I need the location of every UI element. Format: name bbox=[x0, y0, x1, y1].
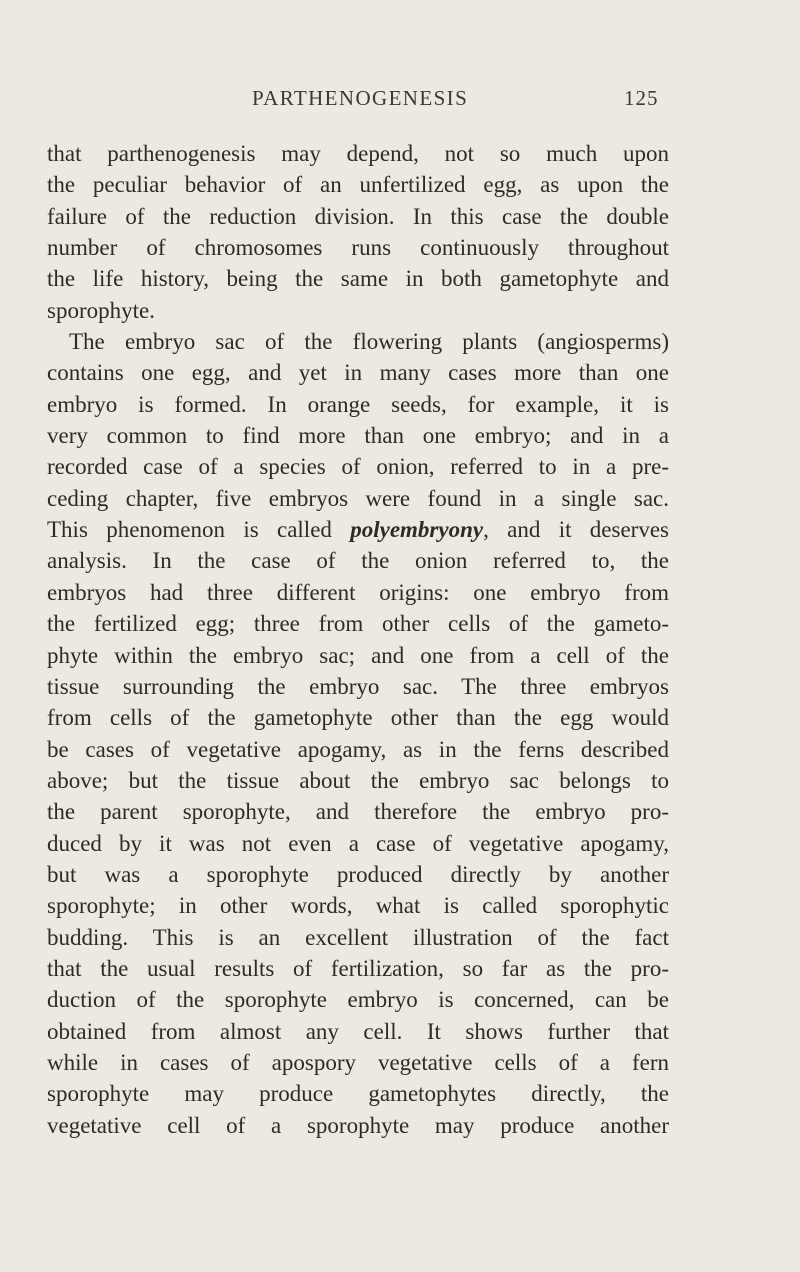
text-line: from cells of the gametophyte other than the egg would bbox=[47, 705, 669, 731]
text-line: contains one egg, and yet in many cases more than one bbox=[47, 360, 669, 386]
running-head-title: PARTHENOGENESIS bbox=[252, 86, 469, 110]
text-line: that the usual results of fertilization, so far as the pro- bbox=[47, 955, 669, 981]
text-line: obtained from almost any cell. It shows further that bbox=[47, 1018, 669, 1044]
running-head bbox=[0, 86, 800, 116]
text-line: but was a sporophyte produced directly by another bbox=[47, 861, 669, 887]
page-number: 125 bbox=[624, 86, 659, 110]
text-line: The embryo sac of the flowering plants (angiosperms) bbox=[69, 329, 669, 355]
text-line: embryo is formed. In orange seeds, for example, it is bbox=[47, 391, 669, 417]
text-line: duced by it was not even a case of vegetative apogamy, bbox=[47, 830, 669, 856]
text-line: tissue surrounding the embryo sac. The three embryos bbox=[47, 673, 669, 699]
emphasis-line-after: , and it deserves bbox=[483, 517, 669, 543]
text-line: failure of the reduction division. In this case the double bbox=[47, 203, 669, 229]
text-line: the peculiar behavior of an unfertilized egg, as upon the bbox=[47, 172, 669, 198]
text-line: embryos had three different origins: one embryo from bbox=[47, 579, 669, 605]
text-line: sporophyte may produce gametophytes directly, the bbox=[47, 1081, 669, 1107]
text-line: that parthenogenesis may depend, not so much upon bbox=[47, 141, 669, 166]
text-line: sporophyte. bbox=[47, 297, 155, 323]
text-line: sporophyte; in other words, what is called sporophytic bbox=[47, 893, 669, 919]
text-line: the life history, being the same in both gametophyte and bbox=[47, 266, 669, 292]
text-line: number of chromosomes runs continuously throughout bbox=[47, 235, 669, 261]
text-line: ceding chapter, five embryos were found in a single sac. bbox=[47, 485, 669, 511]
text-line: phyte within the embryo sac; and one from a cell of the bbox=[47, 642, 669, 668]
text-line: vegetative cell of a sporophyte may produce another bbox=[47, 1112, 669, 1138]
text-line: above; but the tissue about the embryo sac belongs to bbox=[47, 767, 669, 793]
emphasis-term: polyembryony bbox=[350, 517, 484, 543]
text-line: duction of the sporophyte embryo is concerned, can be bbox=[47, 987, 669, 1013]
text-line: the parent sporophyte, and therefore the embryo pro- bbox=[47, 799, 669, 825]
text-line: while in cases of apospory vegetative cells of a fern bbox=[47, 1049, 669, 1075]
text-line: budding. This is an excellent illustration of the fact bbox=[47, 924, 669, 950]
text-line: very common to find more than one embryo; and in a bbox=[47, 423, 669, 449]
text-line-emphasis bbox=[47, 514, 669, 545]
text-line: the fertilized egg; three from other cells of the gameto- bbox=[47, 611, 669, 637]
text-line: analysis. In the case of the onion referred to, the bbox=[47, 548, 669, 574]
text-line: recorded case of a species of onion, referred to in a pre- bbox=[47, 454, 669, 480]
body-text bbox=[47, 138, 669, 1141]
text-line: be cases of vegetative apogamy, as in the ferns described bbox=[47, 736, 669, 762]
emphasis-line-before: This phenomenon is called bbox=[47, 517, 351, 543]
